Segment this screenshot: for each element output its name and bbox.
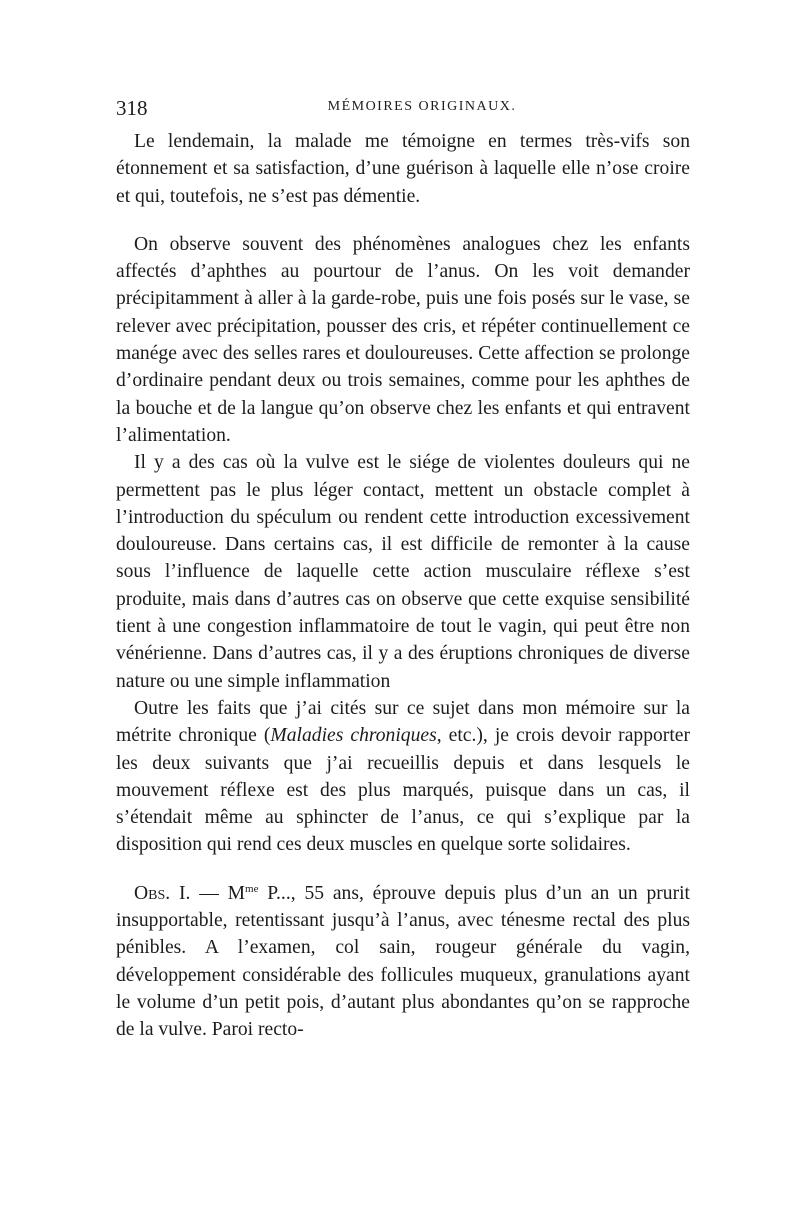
paragraph-4-text-start: Outre les faits que j’ai cités sur ce sujet dans mon mémoire sur la métrite chronique ( xyxy=(116,697,690,747)
page-number: 318 xyxy=(116,96,148,120)
book-title-italic: Maladies chroniques xyxy=(270,725,437,747)
paragraph-4-text-end: , etc.), je crois devoir rapporter les deux suivants que j’ai recueillis depuis et dans lesquels le mouvement réflexe est des plus marqués, puisque dans un cas, il s’étendait même au sphincter de l’anus, ce qui s’explique par la disposition qui rend ces deux muscles en quelque sorte solidaires. xyxy=(116,725,690,856)
observation-1 xyxy=(116,880,690,1044)
paragraph-4 xyxy=(116,695,690,859)
running-head xyxy=(116,96,692,126)
honorific-superscript: me xyxy=(245,882,259,895)
observation-label: Obs. I. — M xyxy=(134,882,246,904)
observation-text: P..., 55 ans, éprouve depuis plus d’un an un prurit insupportable, retentissant jusqu’à l’anus, avec ténesme rectal des plus pénibles. A l’examen, col sain, rougeur générale du vagin, développement considérable des follicules muqueux, granulations ayant le volume d’un petit pois, d’autant plus abondantes qu’on se rapproche de la vulve. Paroi recto- xyxy=(116,882,690,1041)
paragraph-2: On observe souvent des phénomènes analogues chez les enfants affectés d’aphthes au pourtour de l’anus. On les voit demander précipitamment à aller à la garde-robe, puis une fois posés sur le vase, se relever avec précipitation, pousser des cris, et répéter continuellement ce manége avec des selles rares et douloureuses. Cette affection se prolonge d’ordinaire pendant deux ou trois semaines, comme pour les aphthes de la bouche et de la langue qu’on observe chez les enfants et qui entravent l’alimentation. xyxy=(116,233,690,446)
paragraph-1: Le lendemain, la malade me témoigne en termes très-vifs son étonnement et sa satisfaction, d’une guérison à laquelle elle n’ose croire et qui, toutefois, ne s’est pas démentie. xyxy=(116,131,690,207)
paragraph-3: Il y a des cas où la vulve est le siége de violentes douleurs qui ne permettent pas le plus léger contact, mettent un obstacle complet à l’introduction du spéculum ou rendent cette introduction excessivement douloureuse. Dans certains cas, il est difficile de remonter à la cause sous l’influence de laquelle cette action musculaire réflexe s’est produite, mais dans d’autres cas on observe que cette exquise sensibilité tient à une congestion inflammatoire de tout le vagin, qui peut être non vénérienne. Dans d’autres cas, il y a des éruptions chroniques de diverse nature ou une simple inflammation xyxy=(116,452,690,692)
running-title: MÉMOIRES ORIGINAUX. xyxy=(327,99,517,114)
body-text xyxy=(116,128,690,1044)
